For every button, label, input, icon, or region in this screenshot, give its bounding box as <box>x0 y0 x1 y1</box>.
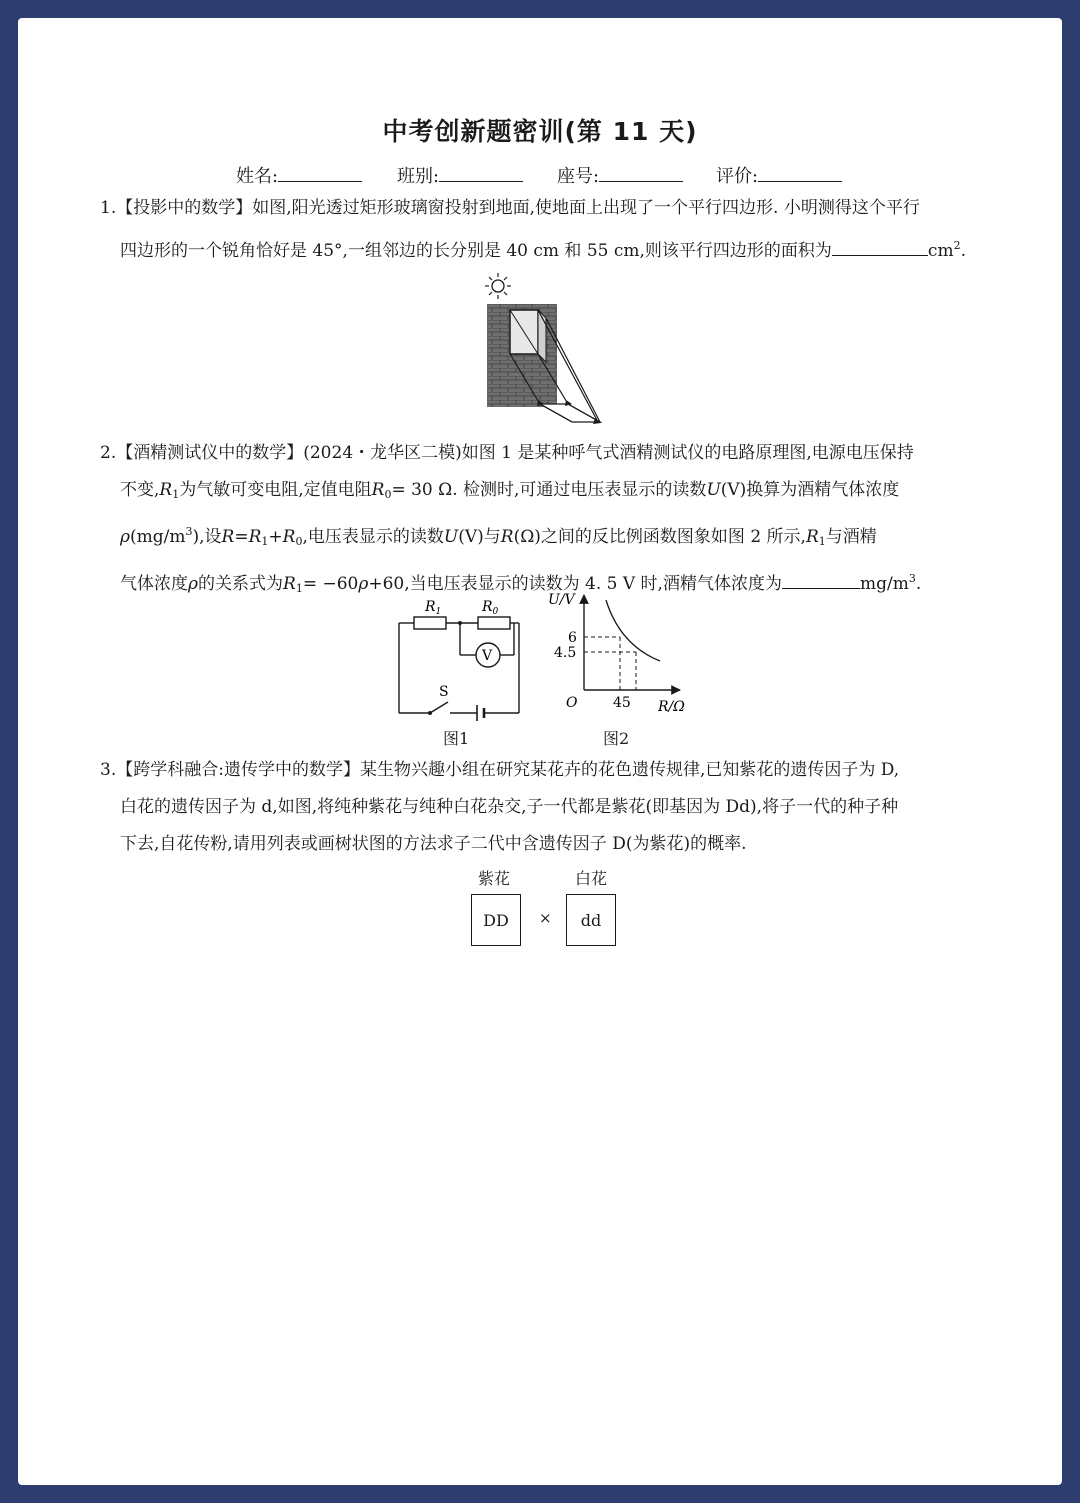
q2-text: (V)与 <box>458 527 501 547</box>
q2-symbol: R <box>500 527 514 547</box>
q2-text: (Ω)之间的反比例函数图象如图 2 所示, <box>513 527 806 547</box>
q1-line2: 四边形的一个锐角恰好是 45°,一组邻边的长分别是 40 cm 和 55 cm,则该平行四边形的面积为 <box>120 241 832 261</box>
q2-symbol: R <box>159 480 173 500</box>
y-tick-6: 6 <box>568 630 577 646</box>
q2-text: 与酒精 <box>825 527 877 547</box>
name-field <box>236 162 362 188</box>
resistor-r1 <box>414 617 446 629</box>
rating-label: 评价: <box>716 166 759 187</box>
q2-sup: 3 <box>185 525 193 538</box>
figure-1-caption: 图1 <box>443 729 470 748</box>
q2-text: 不变, <box>120 480 160 500</box>
window-projection-figure <box>480 272 620 432</box>
parallelogram-shadow <box>540 404 600 422</box>
q3-line1: 某生物兴趣小组在研究某花卉的花色遗传规律,已知紫花的遗传因子为 D, <box>359 760 900 780</box>
q2-line1: (2024・龙华区二模)如图 1 是某种呼气式酒精测试仪的电路原理图,电源电压保持 <box>303 443 914 463</box>
q2-sub: 1 <box>818 535 826 548</box>
y-tick-4-5: 4.5 <box>554 645 577 661</box>
q2-text: 为气敏可变电阻,定值电阻 <box>179 480 372 500</box>
switch-s <box>430 702 448 713</box>
white-flower-label: 白花 <box>575 869 608 888</box>
guide-lines <box>584 637 636 690</box>
name-blank[interactable] <box>278 163 362 182</box>
voltmeter-label: V <box>482 648 493 664</box>
resistor-r0 <box>478 617 510 629</box>
q3-line3: 下去,自花传粉,请用列表或画树状图的方法求子二代中含遗传因子 D(为紫花)的概率. <box>120 834 747 854</box>
q1-answer-blank[interactable] <box>832 237 928 256</box>
circuit-diagram <box>392 592 527 722</box>
q2-sub: 0 <box>384 488 392 501</box>
q2-unit: mg/m <box>859 574 909 594</box>
x-axis-label: R/Ω <box>658 699 685 715</box>
q2-symbol: R <box>221 527 235 547</box>
question-1 <box>100 190 990 270</box>
r0-label: $R_0$ <box>482 599 499 617</box>
cross-symbol: × <box>539 909 552 927</box>
q2-text: = 30 Ω. 检测时,可通过电压表显示的读数 <box>391 480 707 500</box>
q2-symbol: ρ <box>120 527 130 547</box>
r1-label: $R_1$ <box>425 599 442 617</box>
origin-label: O <box>566 695 578 711</box>
page-title: 中考创新题密训(第 11 天) <box>382 117 698 146</box>
purple-flower-label: 紫花 <box>478 869 511 888</box>
q1-tag: 【投影中的数学】 <box>116 198 253 218</box>
q2-sub: 0 <box>295 535 303 548</box>
sun-icon <box>485 273 511 299</box>
purple-gene-box: DD <box>471 894 521 946</box>
switch-label: S <box>439 684 449 700</box>
q2-symbol: U <box>706 480 721 500</box>
q2-text: = −60 <box>302 574 359 594</box>
q1-unit-sup: 2 <box>953 239 961 252</box>
q2-sub: 1 <box>172 488 180 501</box>
q3-number: 3. <box>100 760 117 780</box>
q2-text: ,电压表显示的读数 <box>302 527 444 547</box>
q2-text: + <box>268 527 283 547</box>
q2-unit-sup: 3 <box>908 572 916 585</box>
class-label: 班别: <box>397 166 440 187</box>
q2-sub: 1 <box>295 582 303 595</box>
q2-text: 的关系式为 <box>198 574 283 594</box>
q3-tag: 【跨学科融合:遗传学中的数学】 <box>116 760 360 780</box>
q2-text: (V)换算为酒精气体浓度 <box>720 480 900 500</box>
q2-symbol: R <box>282 527 296 547</box>
name-label: 姓名: <box>236 166 279 187</box>
q2-answer-blank[interactable] <box>782 570 860 589</box>
q2-symbol: R <box>805 527 819 547</box>
q2-text: = <box>234 527 249 547</box>
question-3 <box>100 752 990 863</box>
q2-symbol: R <box>283 574 296 594</box>
q2-symbol: ρ <box>188 574 198 594</box>
q2-text: (mg/m <box>130 527 186 547</box>
q1-unit: cm <box>927 241 954 261</box>
q1-end: . <box>960 241 966 261</box>
q2-sub: 1 <box>261 535 269 548</box>
y-axis-label: U/V <box>548 592 575 608</box>
q2-symbol: U <box>443 527 459 547</box>
q2-number: 2. <box>100 443 117 463</box>
q2-symbol: ρ <box>358 574 369 594</box>
q2-text: +60,当电压表显示的读数为 4. 5 V 时,酒精气体浓度为 <box>368 574 782 594</box>
q2-symbol: R <box>371 480 385 500</box>
q1-number: 1. <box>100 198 117 218</box>
class-blank[interactable] <box>439 163 523 182</box>
question-2 <box>100 435 990 607</box>
seat-blank[interactable] <box>599 163 683 182</box>
q2-symbol: R <box>248 527 262 547</box>
figure-2-caption: 图2 <box>603 729 630 748</box>
seat-field <box>557 162 683 188</box>
white-gene-box: dd <box>566 894 616 946</box>
q2-tag: 【酒精测试仪中的数学】 <box>116 443 304 463</box>
rating-field <box>716 162 842 188</box>
inverse-function-graph <box>540 585 700 720</box>
seat-label: 座号: <box>557 166 600 187</box>
class-field <box>397 162 523 188</box>
q2-end: . <box>915 574 922 594</box>
rating-blank[interactable] <box>758 163 842 182</box>
q2-text: 气体浓度 <box>120 574 188 594</box>
x-tick-45: 45 <box>613 695 631 711</box>
q3-line2: 白花的遗传因子为 d,如图,将纯种紫花与纯种白花杂交,子一代都是紫花(即基因为 Dd),将子一代的种子种 <box>120 797 899 817</box>
q1-line1: 如图,阳光透过矩形玻璃窗投射到地面,使地面上出现了一个平行四边形. 小明测得这个平行 <box>252 198 920 218</box>
q2-text: ),设 <box>192 527 222 547</box>
